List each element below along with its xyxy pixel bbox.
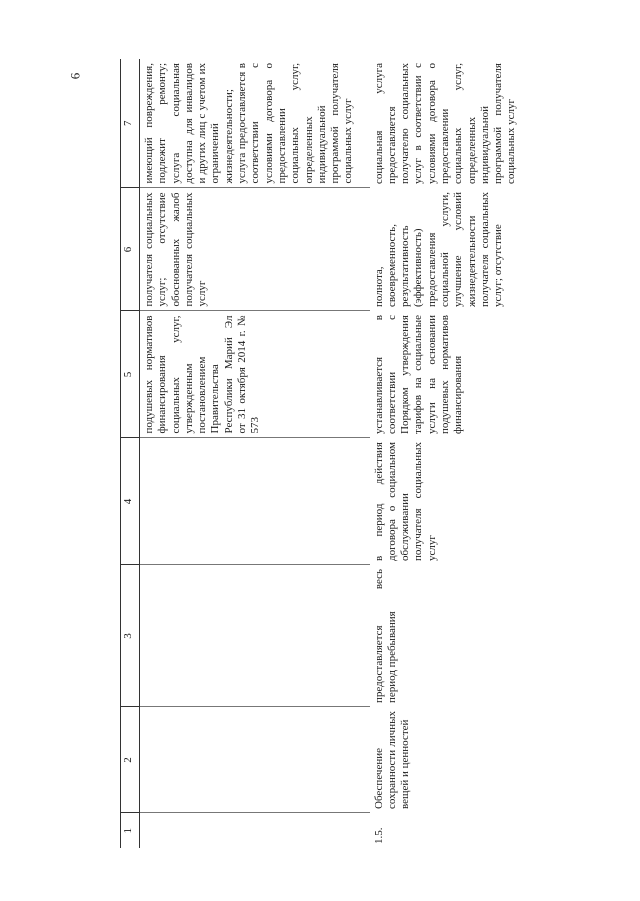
header-col-3: 3 [121, 565, 140, 707]
header-col-6: 6 [121, 188, 140, 311]
header-col-4: 4 [121, 438, 140, 565]
page-number: 6 [67, 72, 83, 80]
continuation-row [140, 59, 370, 848]
period-cell: в период действия договора о социальном обслуживании получателя социальных услуг [372, 442, 438, 561]
continuation-tariff-cell: подушевых нормативов финансирования социальных услуг, утвержденным постановлением Правительства Республики Марий Эл от 31 октября 2014 г. № 573 [140, 311, 370, 438]
continuation-conditions-cell: имеющий повреждения, подлежит ремонту; услуга социальная доступна для инвалидов и других лиц с учетом их ограничений жизнедеятельности; услуга предоставляется в соответствии с условиями договора о предоставлении социальных услуг, определенных индивидуальной программой получателя социальных услуг [140, 59, 370, 188]
header-col-2: 2 [121, 707, 140, 813]
header-col-1: 1 [121, 813, 140, 848]
continuation-indicators-cell: получателя социальных услуг; отсутствие обоснованных жалоб получателя социальных услуг [140, 188, 370, 311]
service-name-cell: Обеспечение сохранности личных вещей и ценностей [372, 711, 412, 809]
header-col-7: 7 [121, 59, 140, 188]
table-row [370, 59, 521, 848]
conditions-cell: социальная услуга предоставляется получателю социальных услуг в соответствии с условиями договора о предоставлении социальных услуг, определенных индивидуальной программой получателя социальных услуг [372, 63, 518, 184]
services-table [120, 59, 521, 848]
tariff-cell: устанавливается в соответствии с Порядком утверждения тарифов на социальные услуги на основании подушевых нормативов финансирования [372, 315, 465, 434]
column-number-header [121, 59, 140, 848]
row-number: 1.5. [372, 827, 385, 844]
provision-period-cell: предоставляется весь период пребывания [372, 569, 398, 703]
header-col-5: 5 [121, 311, 140, 438]
indicators-cell: полнота, своевременность, результативность (эффективность) предоставления социальной услуги, улучшение условий жизнедеятельности получателя социальных услуг; отсутствие [372, 192, 505, 307]
